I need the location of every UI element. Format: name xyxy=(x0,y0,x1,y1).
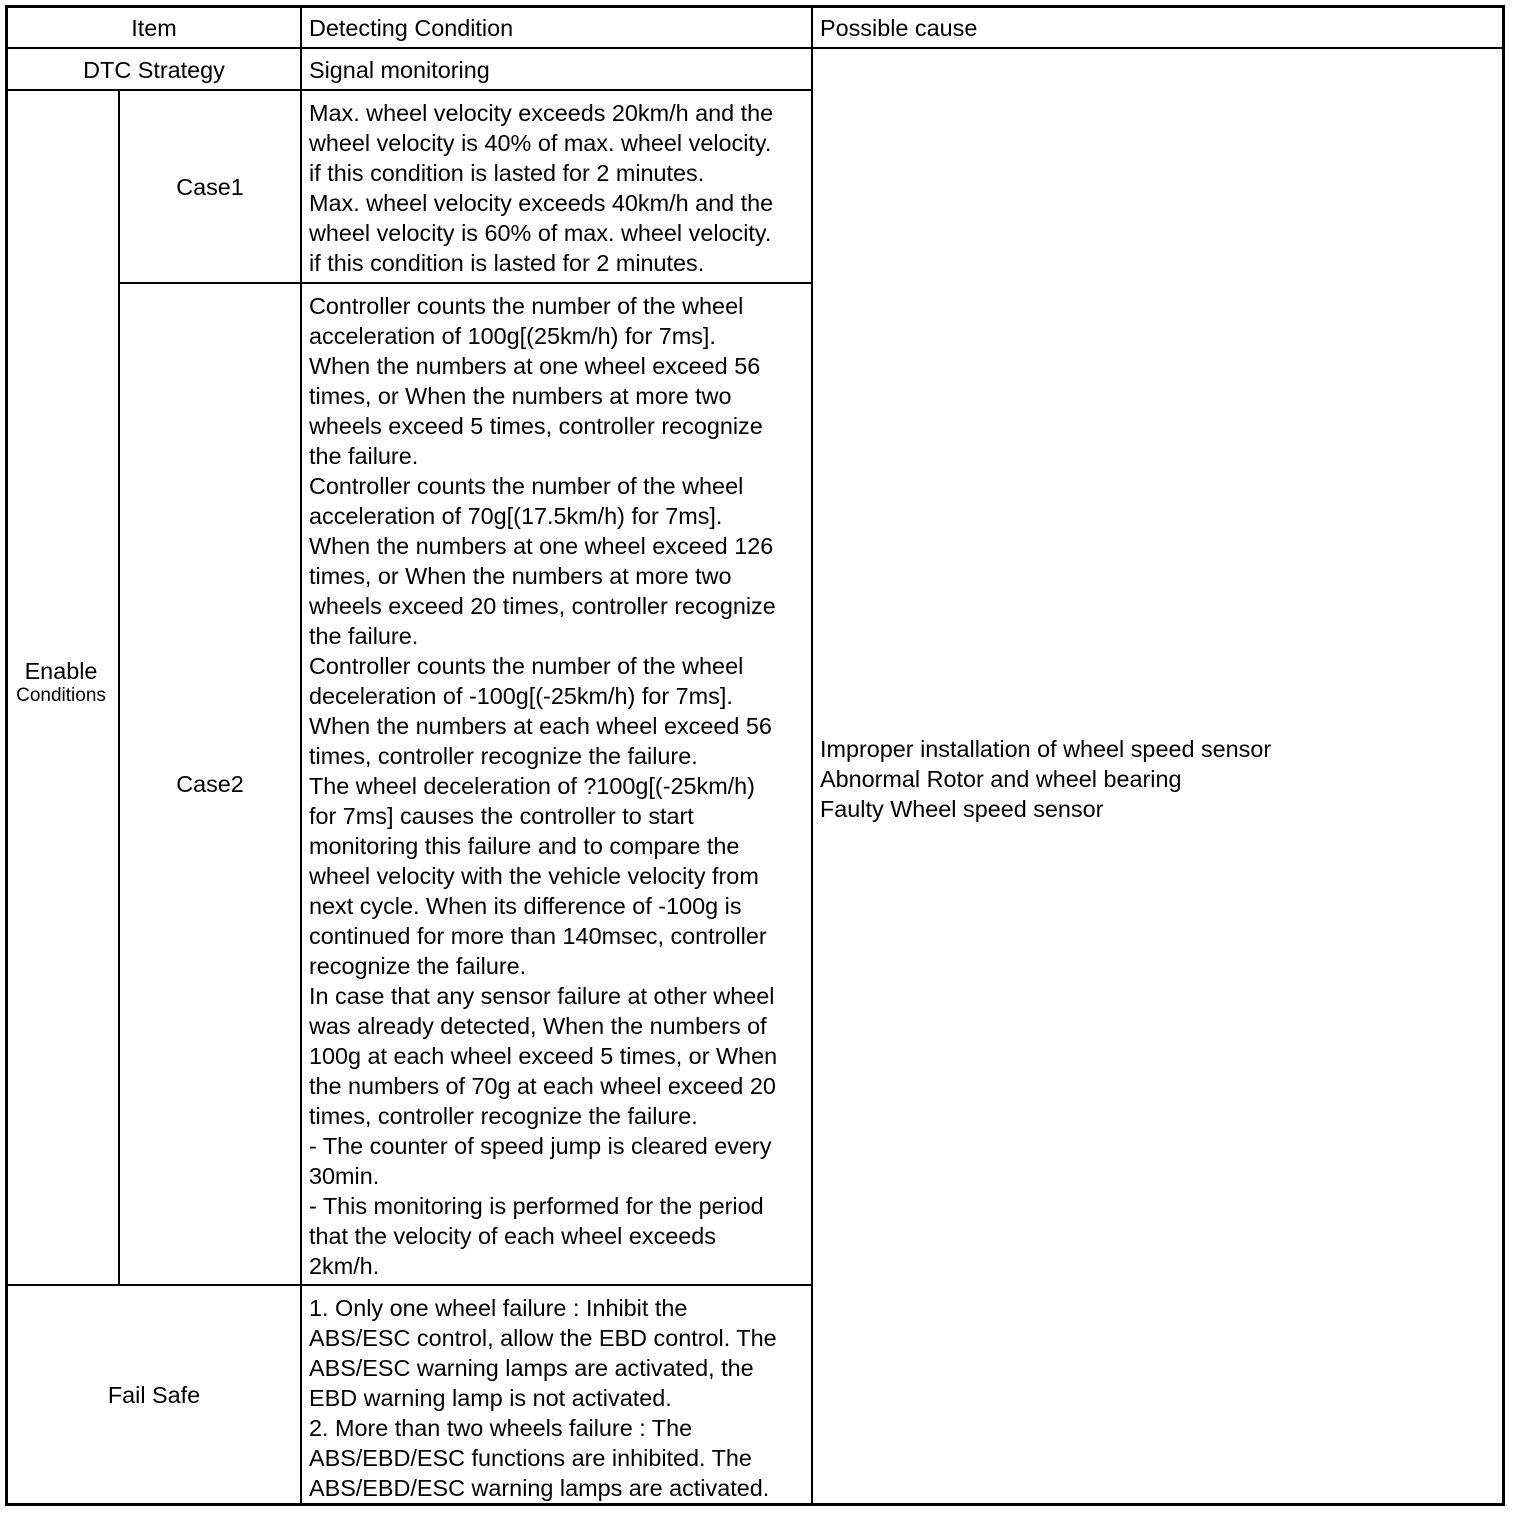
case2-line: that the velocity of each wheel exceeds xyxy=(309,1223,716,1249)
case2-line: was already detected, When the numbers of xyxy=(309,1013,767,1039)
case1-line: wheel velocity is 40% of max. wheel velocity. xyxy=(309,130,772,156)
fail-safe-line: ABS/EBD/ESC functions are inhibited. The xyxy=(309,1445,752,1471)
fail-safe-line: ABS/ESC control, allow the EBD control. The xyxy=(309,1325,777,1351)
case2-line: the failure. xyxy=(309,623,419,649)
case2-line: 2km/h. xyxy=(309,1253,380,1279)
case2-line: next cycle. When its difference of -100g is xyxy=(309,893,742,919)
case2-line: When the numbers at one wheel exceed 56 xyxy=(309,353,761,379)
dtc-strategy-value: Signal monitoring xyxy=(309,56,490,83)
case2-line: When the numbers at each wheel exceed 56 xyxy=(309,713,772,739)
case2-line: - This monitoring is performed for the period xyxy=(309,1193,764,1219)
case1-line: wheel velocity is 60% of max. wheel velocity. xyxy=(309,220,772,246)
fail-safe-detail-cell xyxy=(302,1293,811,1503)
case2-line: monitoring this failure and to compare the xyxy=(309,833,740,859)
dtc-strategy-label: DTC Strategy xyxy=(83,56,225,83)
header-item-label: Item xyxy=(131,15,177,41)
case1-line: if this condition is lasted for 2 minutes. xyxy=(309,250,705,276)
fail-safe-line: ABS/ESC warning lamps are activated, the xyxy=(309,1355,754,1381)
case1-line: Max. wheel velocity exceeds 40km/h and the xyxy=(309,190,774,216)
header-cause-label: Possible cause xyxy=(820,15,978,41)
fail-safe-line: EBD warning lamp is not activated. xyxy=(309,1385,672,1411)
case1-detail-cell xyxy=(302,98,811,278)
case2-detail-cell xyxy=(302,291,811,1281)
case1-line: if this condition is lasted for 2 minutes. xyxy=(309,160,705,186)
dtc-strategy-label-cell xyxy=(8,49,300,90)
case2-line: acceleration of 70g[(17.5km/h) for 7ms]. xyxy=(309,503,723,529)
case2-label-cell xyxy=(120,284,300,1284)
case1-line: Max. wheel velocity exceeds 20km/h and the xyxy=(309,100,774,126)
case1-label-cell xyxy=(120,91,300,282)
fail-safe-line: ABS/EBD/ESC warning lamps are activated. xyxy=(309,1475,770,1501)
enable-conditions-label-line1: Enable xyxy=(24,657,98,684)
possible-cause-line: Abnormal Rotor and wheel bearing xyxy=(820,766,1182,792)
case2-line: times, or When the numbers at more two xyxy=(309,383,732,409)
header-item xyxy=(8,8,300,48)
case2-line: acceleration of 100g[(25km/h) for 7ms]. xyxy=(309,323,716,349)
case2-line: When the numbers at one wheel exceed 126 xyxy=(309,533,774,559)
case2-line: wheels exceed 20 times, controller recognize xyxy=(309,593,776,619)
case2-line: times, controller recognize the failure. xyxy=(309,743,698,769)
case2-line: recognize the failure. xyxy=(309,953,527,979)
fail-safe-label-cell xyxy=(8,1286,300,1504)
case1-label: Case1 xyxy=(176,173,244,200)
case2-line: - The counter of speed jump is cleared every xyxy=(309,1133,772,1159)
possible-cause-line: Improper installation of wheel speed sensor xyxy=(820,736,1272,762)
case2-line: times, or When the numbers at more two xyxy=(309,563,732,589)
case2-line: 100g at each wheel exceed 5 times, or When xyxy=(309,1043,778,1069)
case2-label: Case2 xyxy=(176,771,244,797)
case2-line: wheels exceed 5 times, controller recognize xyxy=(309,413,763,439)
possible-cause-cell xyxy=(813,734,1503,824)
possible-cause-line: Faulty Wheel speed sensor xyxy=(820,796,1104,822)
header-cause xyxy=(813,8,1503,48)
case2-line: continued for more than 140msec, controller xyxy=(309,923,767,949)
case2-line: Controller counts the number of the wheel xyxy=(309,473,744,499)
header-detecting-label: Detecting Condition xyxy=(309,15,514,41)
case2-line: Controller counts the number of the wheel xyxy=(309,653,744,679)
case2-line: for 7ms] causes the controller to start xyxy=(309,803,694,829)
case2-line: the numbers of 70g at each wheel exceed 20 xyxy=(309,1073,776,1099)
fail-safe-line: 1. Only one wheel failure : Inhibit the xyxy=(309,1295,688,1321)
case2-line: times, controller recognize the failure. xyxy=(309,1103,698,1129)
header-detecting xyxy=(302,8,811,48)
enable-conditions-label-cell xyxy=(4,91,118,1284)
dtc-strategy-value-cell xyxy=(302,49,811,90)
case2-line: wheel velocity with the vehicle velocity from xyxy=(309,863,759,889)
case2-line: In case that any sensor failure at other wheel xyxy=(309,983,775,1009)
case2-line: deceleration of -100g[(-25km/h) for 7ms]. xyxy=(309,683,733,709)
fail-safe-label: Fail Safe xyxy=(107,1382,201,1408)
case2-line: The wheel deceleration of ?100g[(-25km/h) xyxy=(309,773,755,799)
enable-conditions-label-line2: Conditions xyxy=(16,684,106,706)
fail-safe-line: 2. More than two wheels failure : The xyxy=(309,1415,693,1441)
case2-line: 30min. xyxy=(309,1163,380,1189)
case2-line: the failure. xyxy=(309,443,419,469)
case2-line: Controller counts the number of the wheel xyxy=(309,293,744,319)
